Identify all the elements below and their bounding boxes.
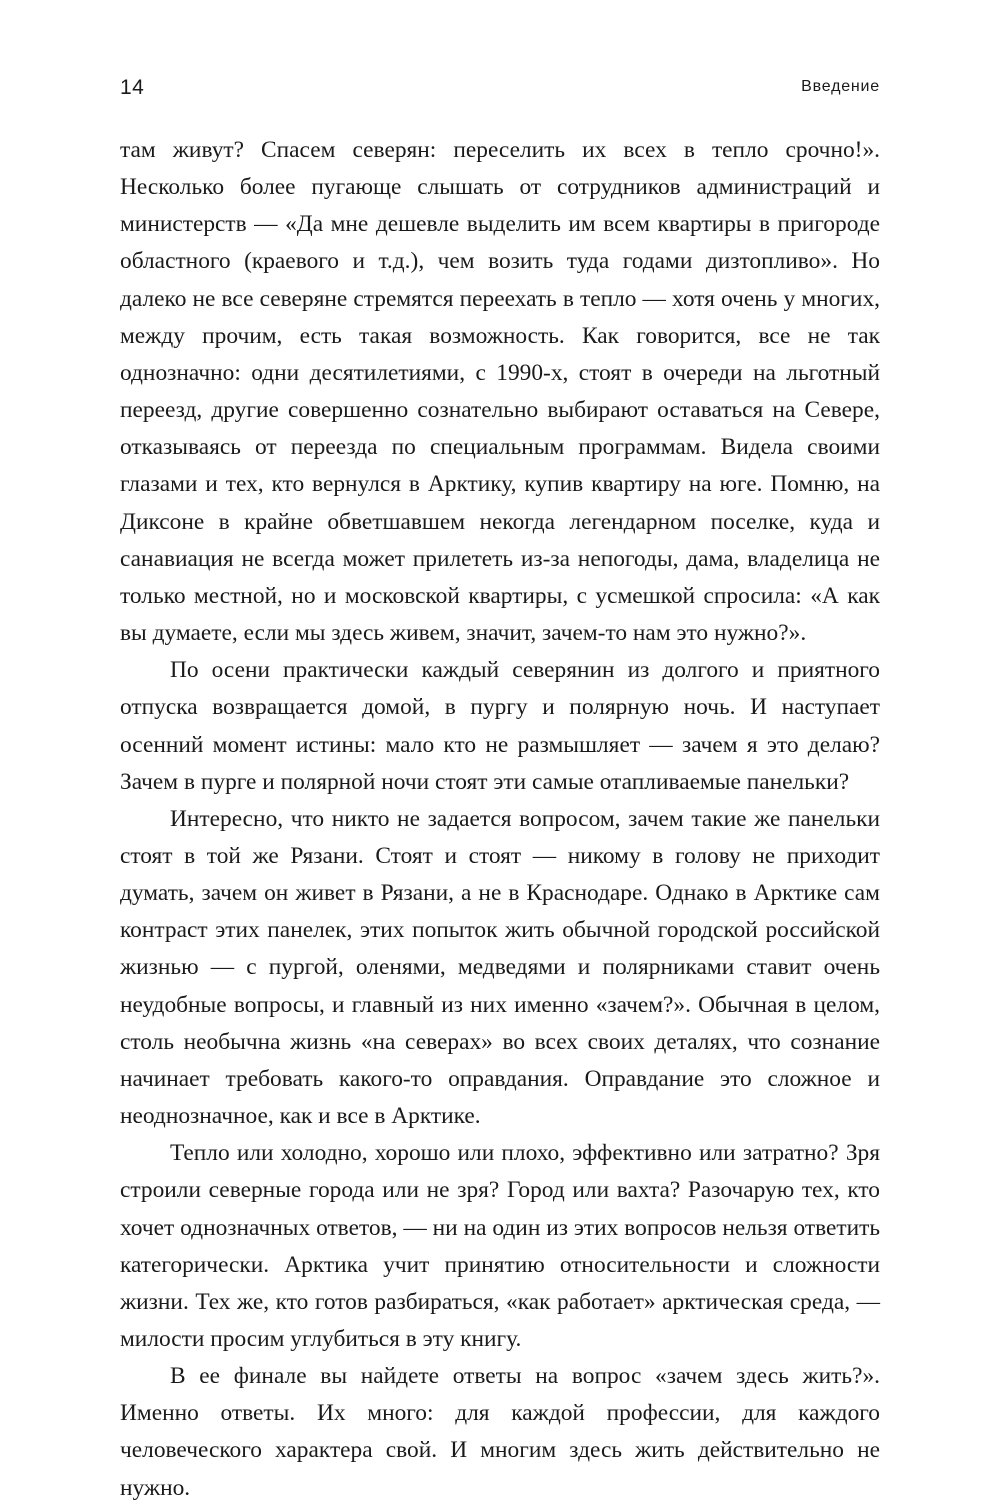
page-number: 14 [120, 76, 145, 99]
paragraph-4: Тепло или холодно, хорошо или плохо, эффективно или затратно? Зря строили северные города или не зря? Город или вахта? Разочарую тех, кто хочет однозначных ответов, — ни на один из этих вопросов нельзя ответить категорически. Арктика учит принятию относительности и сложности жизни. Тех же, кто готов разбираться, «как работает» арктическая среда, — милости просим углубиться в эту книгу. [120, 1140, 880, 1352]
body-text [120, 132, 880, 1507]
running-head [120, 76, 880, 104]
paragraph-2: По осени практически каждый северянин из долгого и приятного отпуска возвращается домой, в пургу и полярную ночь. И наступает осенний момент истины: мало кто не размышляет — зачем я это делаю? Зачем в пурге и полярной ночи стоят эти самые отапливаемые панельки? [120, 657, 880, 795]
paragraph-5: В ее финале вы найдете ответы на вопрос «зачем здесь жить?». Именно ответы. Их много: для каждой профессии, для каждого человеческого характера свой. И многим здесь жить действительно не нужно. [120, 1363, 880, 1501]
paragraph-1: там живут? Спасем северян: переселить их всех в тепло срочно!». Несколько более пугающе слышать от сотрудников администраций и министерств — «Да мне дешевле выделить им всем квартиры в пригороде областного (краевого и т.д.), чем возить туда годами дизтопливо». Но далеко не все северяне стремятся переехать в тепло — хотя очень у многих, между прочим, есть такая возможность. Как говорится, все не так однозначно: одни десятилетиями, с 1990-х, стоят в очереди на льготный переезд, другие совершенно сознательно выбирают оставаться на Севере, отказываясь от переезда по специальным программам. Видела своими глазами и тех, кто вернулся в Арктику, купив квартиру на юге. Помню, на Диксоне в крайне обветшавшем некогда легендарном поселке, куда и санавиация не всегда может прилететь из-за непогоды, дама, владелица не только местной, но и московской квартиры, с усмешкой спросила: «А как вы думаете, если мы здесь живем, значит, зачем-то нам это нужно?». [120, 137, 880, 647]
section-title: Введение [801, 78, 880, 95]
paragraph-3: Интересно, что никто не задается вопросом, зачем такие же панельки стоят в той же Рязани. Стоят и стоят — никому в голову не приходит думать, зачем он живет в Рязани, а не в Краснодаре. Однако в Арктике сам контраст этих панелек, этих попыток жить обычной городской российской жизнью — с пургой, оленями, медведями и полярниками ставит очень неудобные вопросы, и главный из них именно «зачем?». Обычная в целом, столь необычна жизнь «на северах» во всех своих деталях, что сознание начинает требовать какого-то оправдания. Оправдание это сложное и неоднозначное, как и все в Арктике. [120, 805, 880, 1130]
